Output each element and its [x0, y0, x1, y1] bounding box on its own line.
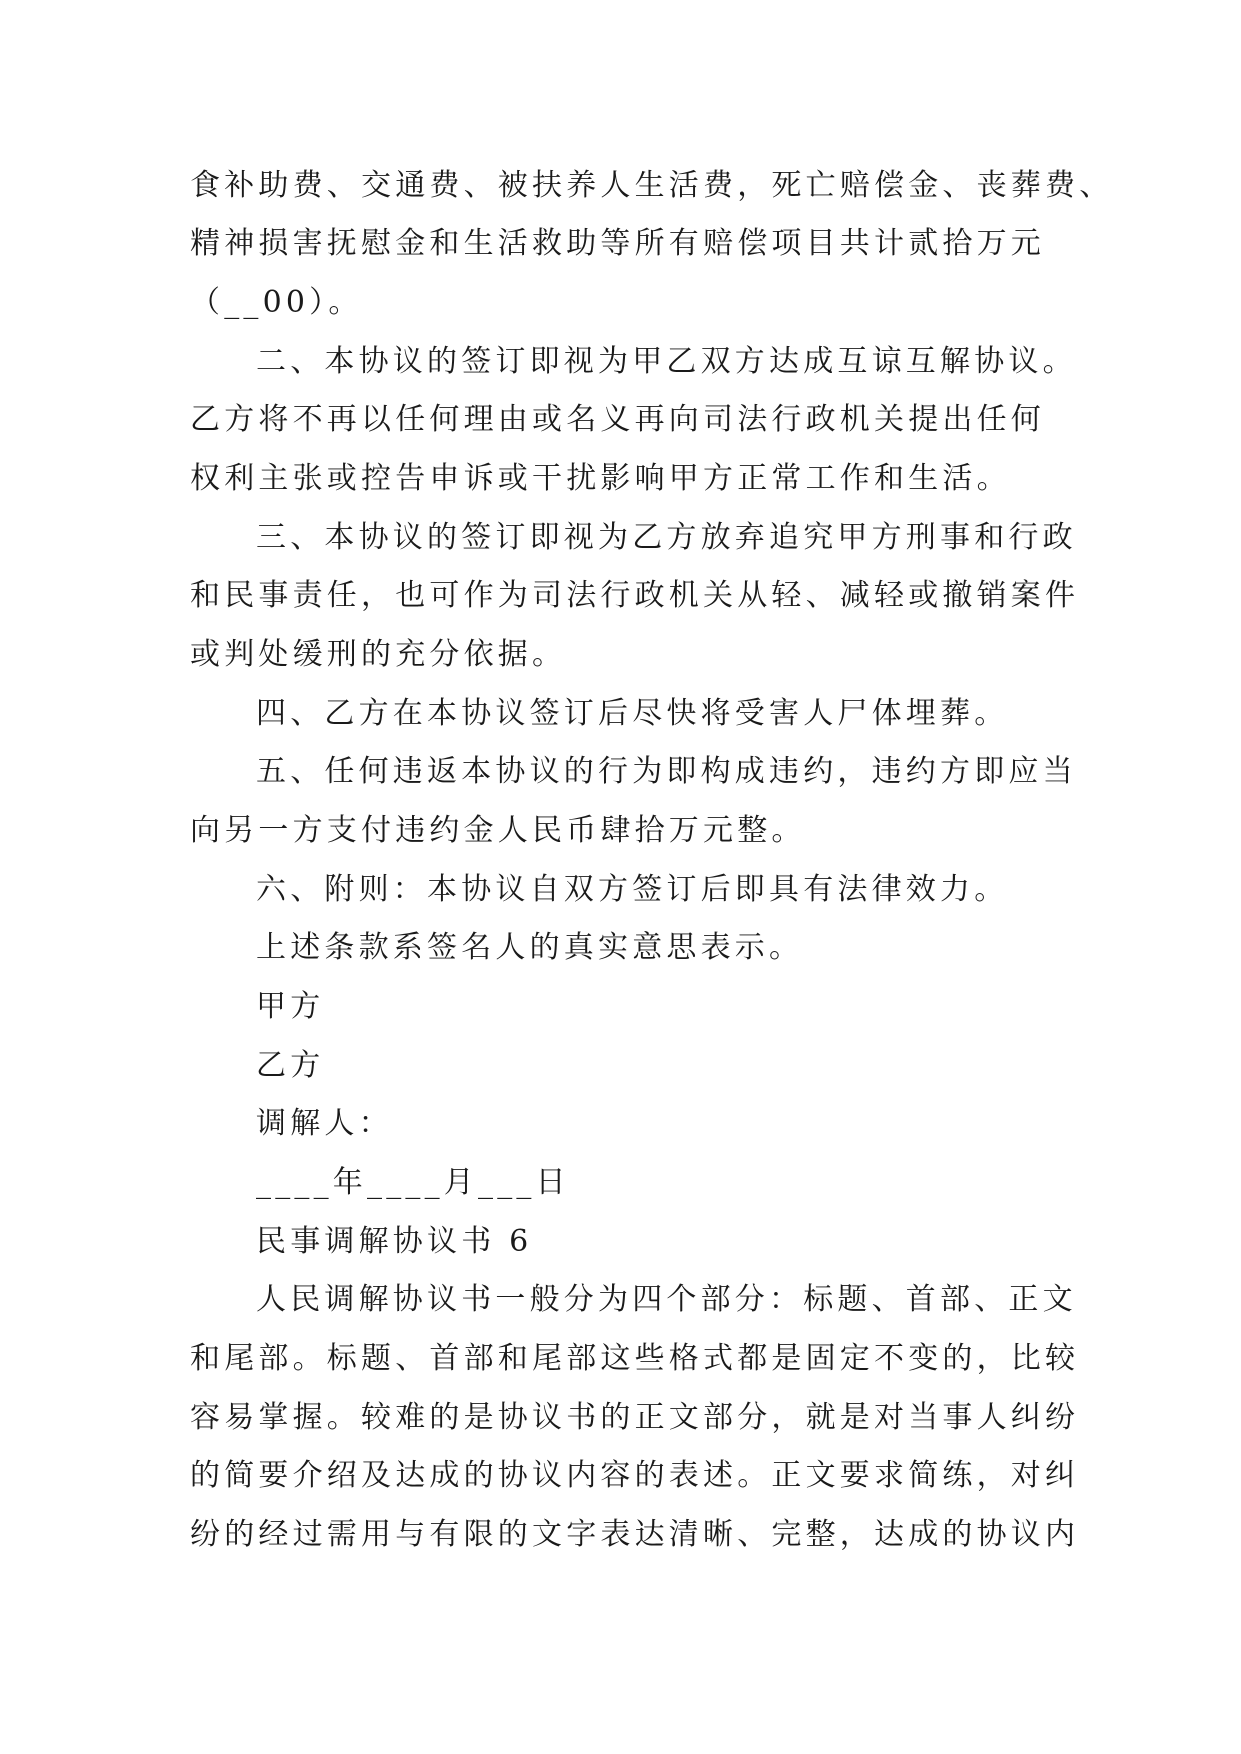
party-b-label: 乙方	[256, 1048, 325, 1083]
statement-line: 上述条款系签名人的真实意思表示。	[256, 930, 804, 965]
text-line: 食补助费、交通费、被扶养人生活费，死亡赔偿金、丧葬费、	[190, 168, 1114, 203]
text-line: 容易掌握。较难的是协议书的正文部分，就是对当事人纠纷	[190, 1400, 1080, 1435]
text-line: 精神损害抚慰金和生活救助等所有赔偿项目共计贰拾万元	[190, 226, 1045, 261]
text-line: 人民调解协议书一般分为四个部分：标题、首部、正文	[256, 1282, 1077, 1317]
clause-5: 五、任何违返本协议的行为即构成违约，违约方即应当	[256, 754, 1077, 789]
clause-3: 三、本协议的签订即视为乙方放弃追究甲方刑事和行政	[256, 520, 1077, 555]
clause-2: 二、本协议的签订即视为甲乙双方达成互谅互解协议。	[256, 344, 1077, 379]
text-line: 向另一方支付违约金人民币肆拾万元整。	[190, 813, 806, 848]
date-line: ____年____月___日	[256, 1165, 570, 1200]
text-line: 纷的经过需用与有限的文字表达清晰、完整，达成的协议内	[190, 1517, 1080, 1552]
text-line: 和尾部。标题、首部和尾部这些格式都是固定不变的，比较	[190, 1341, 1080, 1376]
party-a-label: 甲方	[256, 989, 325, 1024]
clause-6: 六、附则：本协议自双方签订后即具有法律效力。	[256, 872, 1009, 907]
text-line: 或判处缓刑的充分依据。	[190, 637, 567, 672]
section-heading: 民事调解协议书 6	[256, 1224, 533, 1259]
text-line: 的简要介绍及达成的协议内容的表述。正文要求简练，对纠	[190, 1458, 1080, 1493]
text-line: 乙方将不再以任何理由或名义再向司法行政机关提出任何	[190, 402, 1045, 437]
text-line: （__00）。	[190, 285, 363, 320]
text-line: 权利主张或控告申诉或干扰影响甲方正常工作和生活。	[190, 461, 1011, 496]
mediator-label: 调解人：	[256, 1106, 393, 1141]
text-line: 和民事责任，也可作为司法行政机关从轻、减轻或撤销案件	[190, 578, 1080, 613]
clause-4: 四、乙方在本协议签订后尽快将受害人尸体埋葬。	[256, 696, 1009, 731]
